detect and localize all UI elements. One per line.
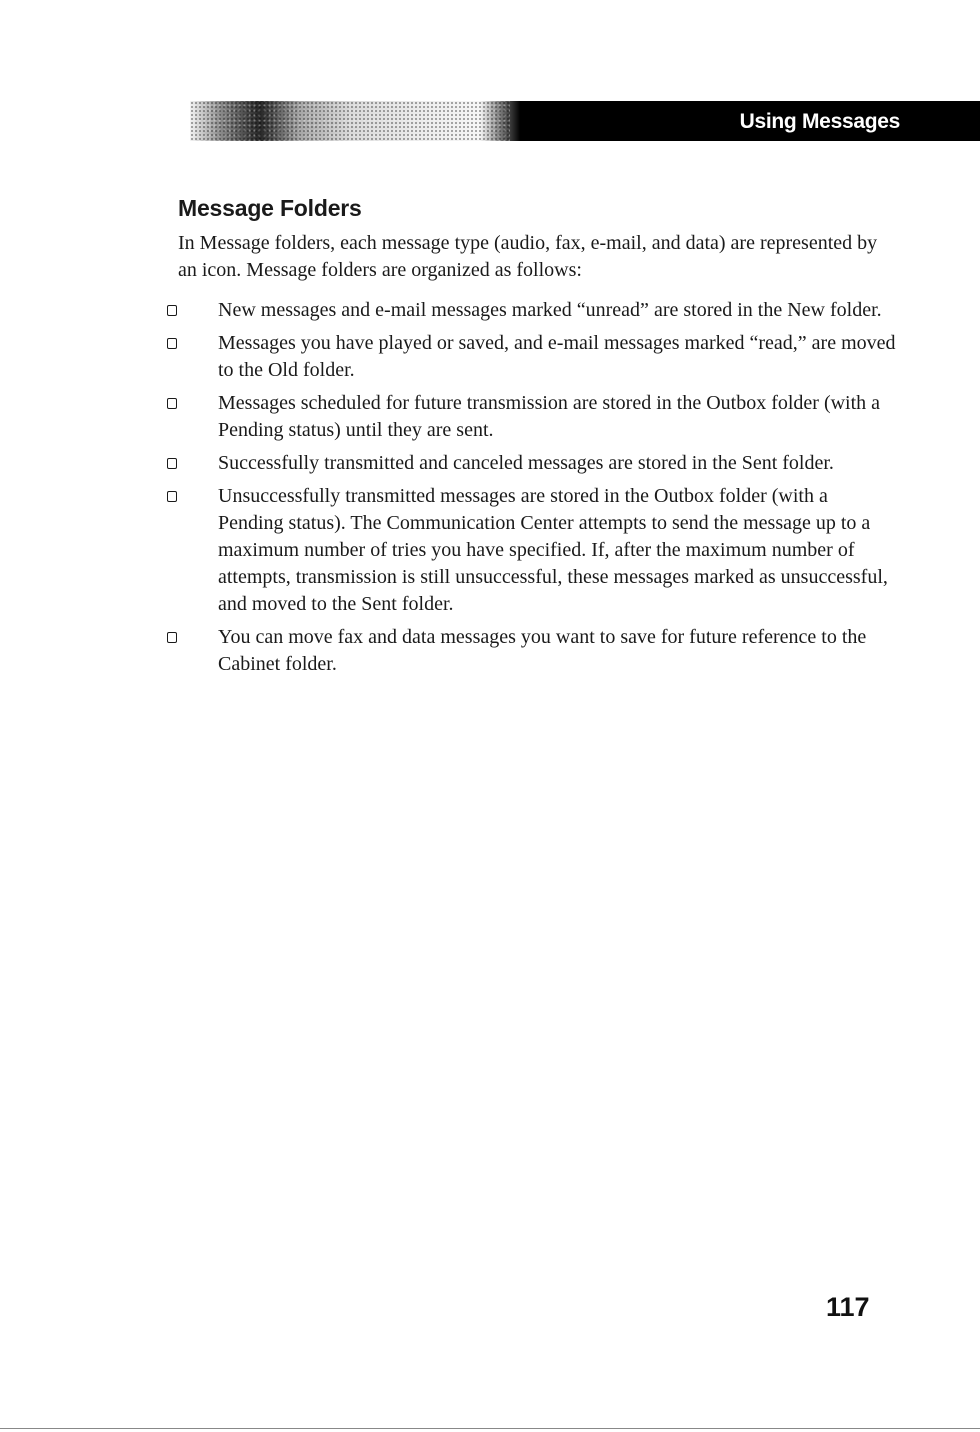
list-item-text: Successfully transmitted and canceled messages are stored in the Sent folder. (218, 452, 834, 474)
chapter-title: Using Messages (739, 110, 900, 133)
folder-bullet-list (166, 297, 896, 684)
list-item (166, 450, 896, 477)
checkbox-bullet-icon (167, 491, 177, 502)
page-number: 117 (826, 1292, 870, 1322)
list-item-text: Unsuccessfully transmitted messages are stored in the Outbox folder (with a Pending status). The Communication Center attempts to send the message up to a maximum number of tries you have specified. If, after the maximum number of attempts, transmission is still unsuccessful, these messages marked as unsuccessful, and moved to the Sent folder. (218, 485, 888, 615)
intro-paragraph: In Message folders, each message type (audio, fax, e-mail, and data) are represented by an icon. Message folders are organized as follows: (178, 232, 878, 281)
list-item-text: Messages scheduled for future transmission are stored in the Outbox folder (with a Pending status) until they are sent. (218, 392, 881, 441)
list-item (166, 330, 896, 384)
page-bottom-divider (0, 1428, 980, 1429)
list-item (166, 624, 896, 678)
checkbox-bullet-icon (167, 458, 177, 469)
list-item (166, 390, 896, 444)
list-item-text: Messages you have played or saved, and e-mail messages marked “read,” are moved to the Old folder. (218, 332, 896, 381)
list-item-text: New messages and e-mail messages marked “unread” are stored in the New folder. (218, 299, 882, 321)
chapter-header-bar (190, 101, 980, 141)
checkbox-bullet-icon (167, 398, 177, 409)
list-item (166, 483, 896, 618)
section-heading: Message Folders (178, 195, 362, 221)
checkbox-bullet-icon (167, 632, 177, 643)
checkbox-bullet-icon (167, 338, 177, 349)
checkbox-bullet-icon (167, 305, 177, 316)
list-item-text: You can move fax and data messages you want to save for future reference to the Cabinet folder. (218, 626, 867, 675)
list-item (166, 297, 896, 324)
